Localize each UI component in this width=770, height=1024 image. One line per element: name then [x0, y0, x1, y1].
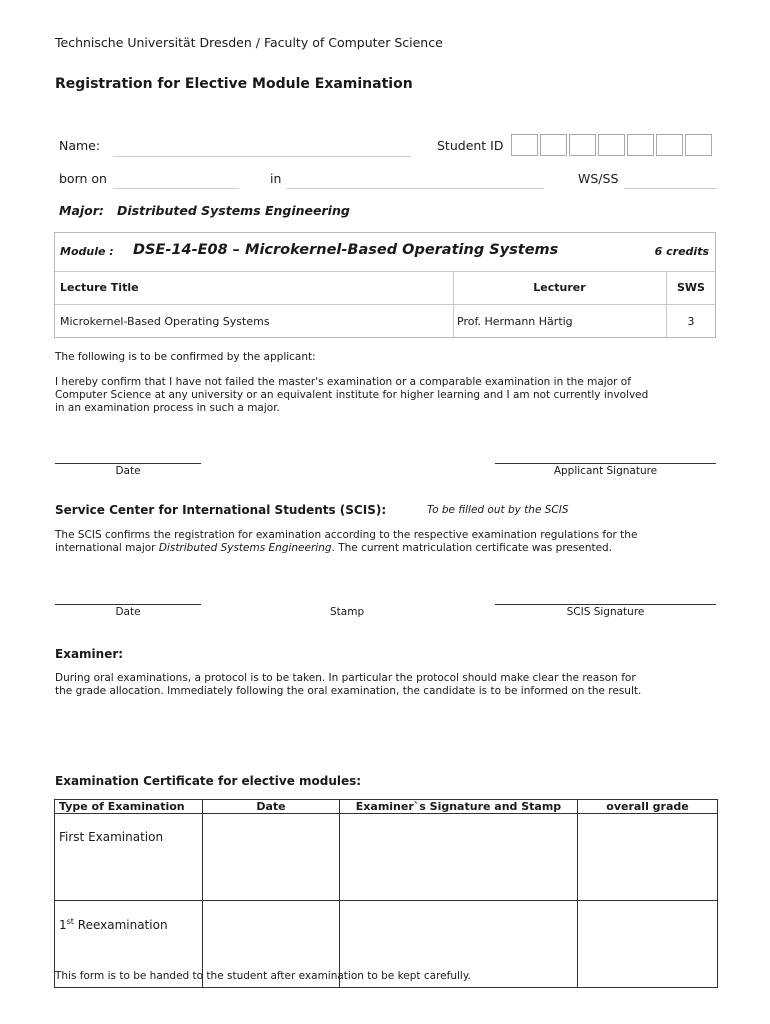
grade-cell[interactable] [578, 901, 718, 988]
student-id-label: Student ID [437, 138, 504, 153]
student-id-digit-box[interactable] [627, 134, 654, 156]
student-id-digit-box[interactable] [685, 134, 712, 156]
module-title: DSE-14-E08 – Microkernel-Based Operating Systems [133, 242, 559, 258]
examiner-text [55, 672, 717, 698]
term-label: WS/SS [578, 171, 619, 186]
applicant-signature-field[interactable] [495, 463, 716, 464]
major-label: Major: [59, 203, 104, 218]
birthplace-field[interactable] [286, 188, 544, 189]
major-value: Distributed Systems Engineering [117, 203, 350, 218]
born-on-label: born on [59, 171, 107, 186]
lecture-title-cell: Microkernel-Based Operating Systems [60, 315, 270, 328]
exam-type-cell: 1st Reexamination [55, 901, 203, 988]
student-id-digit-box[interactable] [598, 134, 625, 156]
column-header-date: Date [203, 800, 340, 814]
module-credits: 6 credits [654, 245, 709, 258]
student-id-field[interactable] [511, 134, 714, 156]
footer-note: This form is to be handed to the student after examination to be kept carefully. [55, 970, 471, 982]
lecturer-cell: Prof. Hermann Härtig [457, 315, 573, 328]
module-table [54, 232, 716, 338]
scis-text [55, 529, 717, 555]
module-label: Module : [60, 245, 114, 258]
student-id-digit-box[interactable] [511, 134, 538, 156]
exam-type-cell: First Examination [55, 814, 203, 901]
scis-signature-field[interactable] [495, 604, 716, 605]
statement-line: Computer Science at any university or an equivalent institute for higher learning and I am not currently involved [55, 389, 649, 401]
examiner-heading: Examiner: [55, 647, 124, 661]
scis-date-label: Date [115, 606, 141, 618]
scis-heading: Service Center for International Students (SCIS): [55, 503, 387, 517]
applicant-signature-label: Applicant Signature [553, 465, 658, 477]
exam-date-cell[interactable] [203, 814, 340, 901]
scis-note: To be filled out by the SCIS [427, 504, 569, 516]
statement-line: I hereby confirm that I have not failed the master's examination or a comparable examination in the major of [55, 376, 631, 388]
statement-line: in an examination process in such a major. [55, 402, 280, 414]
scis-date-field[interactable] [55, 604, 201, 605]
sws-cell: 3 [687, 315, 695, 328]
birthplace-label: in [270, 171, 282, 186]
table-row [55, 814, 718, 901]
name-label: Name: [59, 138, 101, 153]
student-id-digit-box[interactable] [656, 134, 683, 156]
examiner-signature-cell[interactable] [340, 814, 578, 901]
column-header-type: Type of Examination [55, 800, 203, 814]
column-header-examiner-signature: Examiner`s Signature and Stamp [340, 800, 578, 814]
institution-header: Technische Universität Dresden / Faculty of Computer Science [55, 35, 443, 50]
scis-text-line: The SCIS confirms the registration for examination according to the respective examination regulations for the [55, 529, 638, 541]
student-id-digit-box[interactable] [540, 134, 567, 156]
column-header-lecturer: Lecturer [533, 281, 586, 294]
born-on-field[interactable] [113, 188, 239, 189]
applicant-statement [55, 376, 717, 415]
examiner-text-line: the grade allocation. Immediately following the oral examination, the candidate is to be informed on the result. [55, 685, 642, 697]
scis-stamp-label: Stamp [330, 606, 365, 618]
applicant-date-label: Date [115, 465, 141, 477]
applicant-intro: The following is to be confirmed by the applicant: [55, 351, 316, 363]
student-id-digit-box[interactable] [569, 134, 596, 156]
name-field[interactable] [113, 156, 411, 157]
column-header-grade: overall grade [578, 800, 718, 814]
grade-cell[interactable] [578, 814, 718, 901]
column-header-sws: SWS [677, 281, 705, 294]
applicant-date-field[interactable] [55, 463, 201, 464]
certificate-table [54, 799, 718, 988]
certificate-header-row [55, 800, 718, 814]
certificate-heading: Examination Certificate for elective modules: [55, 774, 362, 788]
term-field[interactable] [624, 188, 717, 189]
scis-text-line: international major Distributed Systems Engineering. The current matriculation certificate was presented. [55, 542, 613, 554]
examiner-text-line: During oral examinations, a protocol is to be taken. In particular the protocol should make clear the reason for [55, 672, 636, 684]
form-title: Registration for Elective Module Examination [55, 76, 413, 92]
scis-signature-label: SCIS Signature [566, 606, 645, 618]
column-header-lecture-title: Lecture Title [60, 281, 139, 294]
